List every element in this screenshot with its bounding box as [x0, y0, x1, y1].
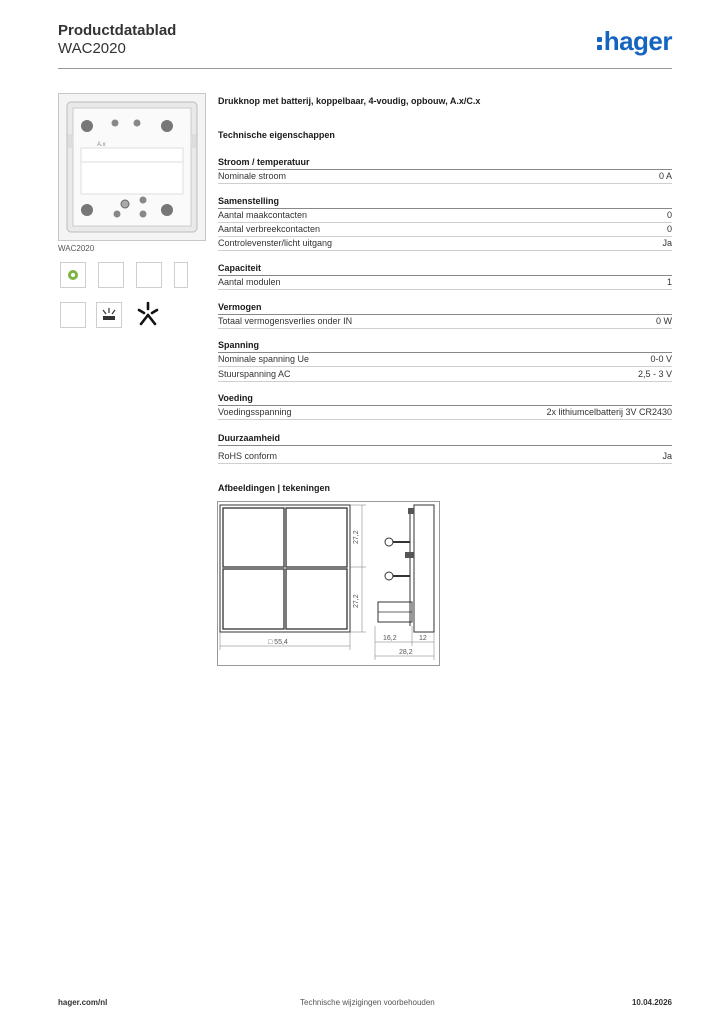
spec-row: Aantal modulen 1	[218, 276, 672, 290]
group-title: Stroom / temperatuur	[218, 157, 672, 170]
footer-website: hager.com/nl	[58, 998, 108, 1007]
spec-row: RoHS conform Ja	[218, 450, 672, 464]
spec-row: Nominale spanning Ue 0-0 V	[218, 353, 672, 367]
group-title: Spanning	[218, 340, 672, 353]
header-divider	[58, 68, 672, 69]
spec-row: Totaal vermogensverlies onder IN 0 W	[218, 315, 672, 329]
group-title: Duurzaamheid	[218, 433, 672, 446]
product-photo	[58, 93, 206, 241]
spec-row: Aantal maakcontacten 0	[218, 209, 672, 223]
group-title: Capaciteit	[218, 263, 672, 276]
wireless-icon	[134, 300, 162, 328]
dim-depth-total: 28,2	[399, 649, 413, 656]
mark-icon	[174, 262, 188, 288]
group-title: Samenstelling	[218, 196, 672, 209]
document-title: Productdatablad	[58, 22, 177, 39]
drawings-heading: Afbeeldingen | tekeningen	[218, 483, 331, 493]
dim-height-top: 27,2	[353, 530, 360, 544]
dim-depth-a: 16,2	[383, 635, 397, 642]
spec-row: Stuurspanning AC 2,5 - 3 V	[218, 368, 672, 382]
rating-icon	[98, 262, 124, 288]
footer-date: 10.04.2026	[631, 998, 672, 1007]
photo-caption: WAC2020	[58, 244, 95, 253]
brand-logo	[596, 26, 672, 57]
technical-drawing	[217, 501, 440, 666]
dim-width: □ 55,4	[268, 639, 288, 646]
spec-row: Voedingsspanning 2x lithiumcelbatterij 3V CR2430	[218, 406, 672, 420]
logo-text: hager	[603, 26, 672, 56]
svg-text:A.x: A.x	[97, 142, 106, 148]
standard-icon	[136, 262, 162, 288]
light-output-icon	[96, 302, 122, 328]
footer-notice: Technische wijzigingen voorbehouden	[300, 998, 435, 1007]
info-icon	[60, 302, 86, 328]
group-title: Vermogen	[218, 302, 672, 315]
spec-row: Controlevenster/licht uitgang Ja	[218, 237, 672, 251]
dim-height-bottom: 27,2	[353, 594, 360, 608]
specs-heading: Technische eigenschappen	[218, 130, 335, 140]
dim-depth-b: 12	[419, 635, 427, 642]
group-title: Voeding	[218, 393, 672, 406]
logo-dots-icon	[596, 33, 603, 53]
product-code: WAC2020	[58, 40, 126, 57]
product-description: Drukknop met batterij, koppelbaar, 4-voudig, opbouw, A.x/C.x	[218, 96, 481, 106]
spec-row: Aantal verbreekcontacten 0	[218, 223, 672, 237]
spec-row: Nominale stroom 0 A	[218, 170, 672, 184]
eco-icon	[60, 262, 86, 288]
page-header	[58, 22, 672, 66]
